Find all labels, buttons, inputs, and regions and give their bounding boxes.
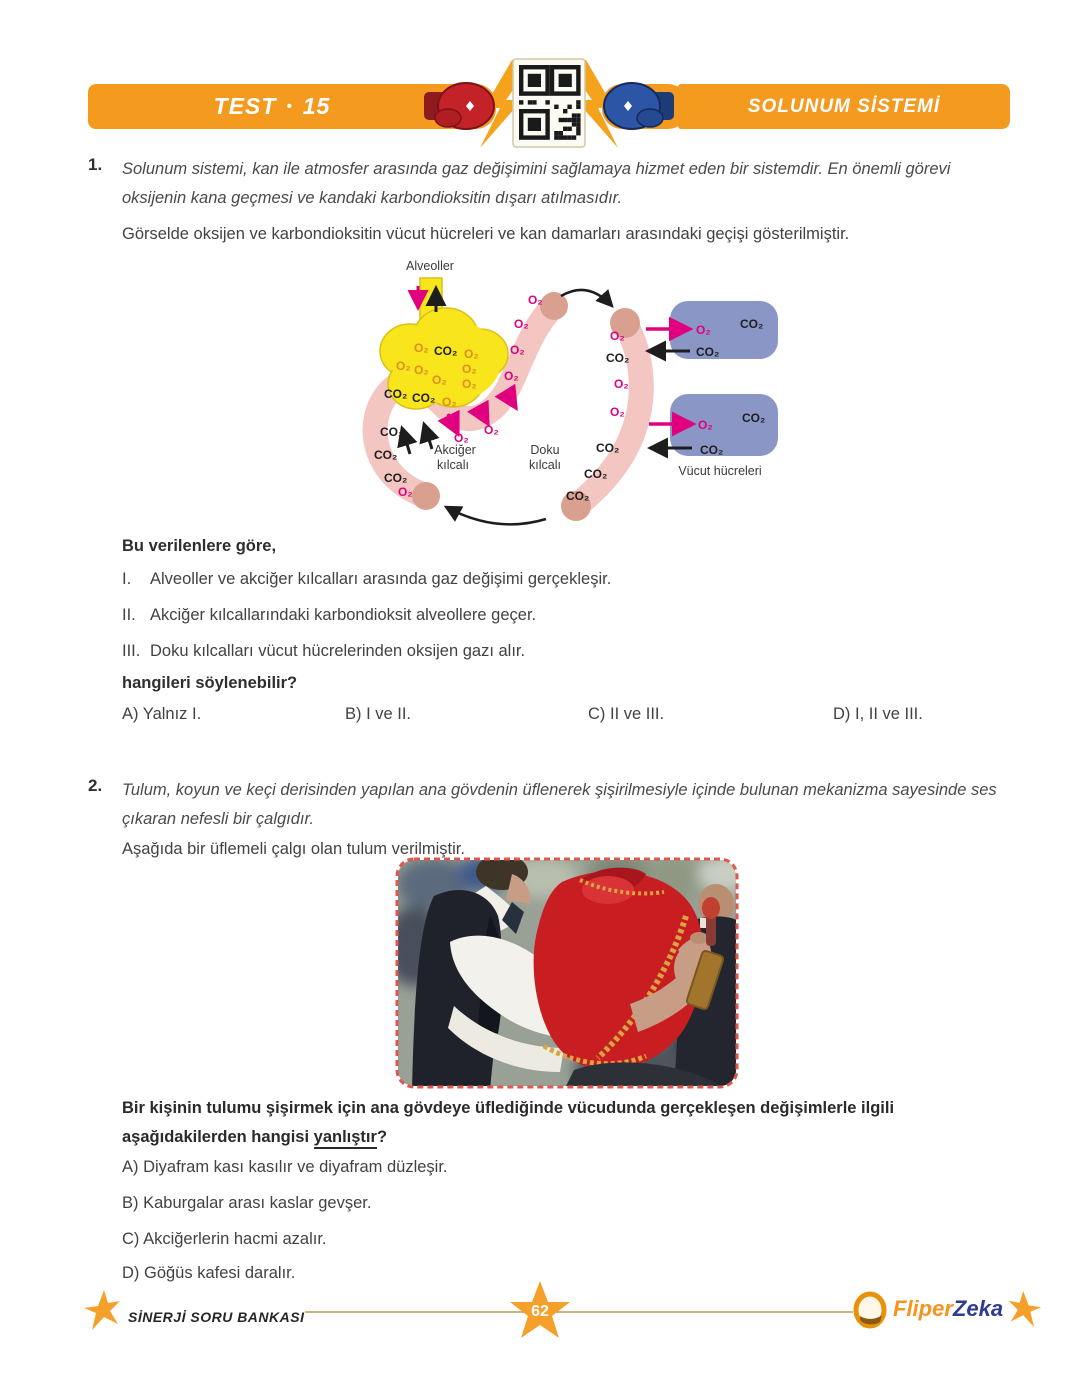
o2-label: O₂ — [414, 363, 429, 377]
o2-label: O₂ — [514, 317, 529, 331]
footer-left-brand — [82, 1288, 304, 1332]
item-numeral: III. — [122, 642, 141, 660]
co2-label: CO₂ — [412, 391, 436, 405]
lung-capillary-label: kılcalı — [437, 458, 469, 472]
q2-option-b: B) Kaburgalar arası kaslar gevşer. — [122, 1194, 372, 1212]
o2-label: O₂ — [614, 377, 629, 391]
o2-label: O₂ — [510, 343, 525, 357]
item-text: Alveoller ve akciğer kılcalları arasında gaz değişimi gerçekleşir. — [150, 570, 612, 588]
page-header — [88, 58, 1010, 150]
co2-label: CO₂ — [742, 411, 766, 425]
q2-option-c: C) Akciğerlerin hacmi azalır. — [122, 1230, 327, 1248]
q2-stem-qmark: ? — [376, 1128, 388, 1146]
question-2-number: 2. — [88, 776, 103, 795]
co2-label: CO₂ — [740, 317, 764, 331]
tissue-capillary-label: kılcalı — [529, 458, 561, 472]
question-1-caption: Görselde oksijen ve karbondioksitin vücut hücreleri ve kan damarları arasındaki geçişi gösterilmiştir. — [122, 225, 850, 243]
subject-title: SOLUNUM SİSTEMİ — [747, 95, 941, 117]
q2-stem-text: Bir kişinin tulumu şişirmek için ana gövdeye üflediğinde vücudunda gerçekleşen değişimlerle ilgili aşağıdakilerden hangisi — [122, 1099, 895, 1146]
header-emblem — [408, 58, 690, 150]
o2-label: O₂ — [398, 485, 413, 499]
star-icon — [1007, 1288, 1043, 1330]
fliperzeka-icon — [852, 1289, 888, 1329]
o2-label: O₂ — [454, 431, 469, 445]
o2-label: O₂ — [696, 323, 711, 337]
question-1-intro: Solunum sistemi, kan ile atmosfer arasında gaz değişimini sağlamaya hizmet eden bir sistemdir. En önemli görevi oksijenin kana geçmesi ve kandaki karbondioksitin dışarı atılmasıdır. — [122, 160, 951, 207]
co2-label: CO₂ — [384, 471, 408, 485]
co2-label: CO₂ — [434, 344, 458, 358]
footer-divider — [305, 1311, 853, 1313]
footer-logo — [852, 1288, 1043, 1330]
tulum-photo — [394, 856, 740, 1090]
banner-separator: • — [286, 98, 293, 115]
question-2-caption: Aşağıda bir üflemeli çalgı olan tulum verilmiştir. — [122, 840, 465, 858]
capillary-end — [412, 482, 440, 510]
q1-item-3 — [122, 642, 1018, 661]
logo-fliper: Fliper — [893, 1296, 953, 1321]
q2-stem-underlined: yanlıştır — [314, 1128, 377, 1149]
q1-lead-in: Bu verilenlere göre, — [122, 537, 277, 555]
q2-option-d: D) Göğüs kafesi daralır. — [122, 1264, 296, 1282]
q1-option-c: C) II ve III. — [588, 705, 665, 723]
q1-item-2 — [122, 606, 1018, 625]
o2-label: O₂ — [462, 377, 477, 391]
blood-flow-arrow — [446, 507, 546, 524]
o2-label: O₂ — [610, 405, 625, 419]
co2-label: CO₂ — [596, 441, 620, 455]
logo-zeka: Zeka — [952, 1296, 1004, 1321]
q1-option-d: D) I, II ve III. — [833, 705, 923, 723]
q2-stem — [122, 1094, 1016, 1152]
co2-to-alveoli-arrow — [424, 424, 432, 449]
q1-option-b: B) I ve II. — [345, 705, 412, 723]
co2-label: CO₂ — [700, 443, 724, 457]
subject-banner — [678, 84, 1010, 129]
test-number: 15 — [302, 93, 331, 119]
o2-label: O₂ — [484, 423, 499, 437]
question-1-number: 1. — [88, 155, 103, 174]
o2-label: O₂ — [528, 293, 543, 307]
o2-label: O₂ — [462, 362, 477, 376]
item-numeral: II. — [122, 606, 136, 624]
capillary-end — [540, 292, 568, 320]
q2-option-a: A) Diyafram kası kasılır ve diyafram düzleşir. — [122, 1158, 448, 1176]
page-number: 62 — [531, 1303, 549, 1320]
q1-option-a: A) Yalnız I. — [122, 705, 202, 723]
footer-brand-text: SİNERJİ SORU BANKASI — [128, 1309, 305, 1325]
item-numeral: I. — [122, 570, 132, 588]
test-label: TEST — [213, 93, 277, 119]
lung-capillary-label: Akciğer — [434, 443, 476, 457]
co2-label: CO₂ — [696, 345, 720, 359]
o2-label: O₂ — [414, 341, 429, 355]
o2-label: O₂ — [432, 373, 447, 387]
o2-label: O₂ — [396, 359, 411, 373]
co2-label: CO₂ — [384, 387, 408, 401]
tissue-capillary-label: Doku — [530, 443, 560, 457]
page-number-star — [508, 1280, 572, 1344]
body-cells-label: Vücut hücreleri — [678, 464, 762, 478]
o2-label: O₂ — [504, 369, 519, 383]
item-text: Akciğer kılcallarındaki karbondioksit alveollere geçer. — [150, 606, 537, 624]
question-2-intro: Tulum, koyun ve keçi derisinden yapılan ana gövdenin üflenerek şişirilmesiyle içinde bulunan mekanizma sayesinde ses çıkaran nefesli bir çalgıdır. — [122, 781, 997, 828]
o2-label: O₂ — [464, 347, 479, 361]
co2-label: CO₂ — [380, 425, 404, 439]
test-banner — [88, 84, 456, 129]
q1-item-1 — [122, 570, 1018, 589]
co2-label: CO₂ — [374, 448, 398, 462]
gas-exchange-diagram — [348, 256, 800, 538]
co2-label: CO₂ — [584, 467, 608, 481]
alveoli-label: Alveoller — [406, 259, 454, 273]
co2-label: CO₂ — [566, 489, 590, 503]
co2-label: CO₂ — [606, 351, 630, 365]
item-text: Doku kılcalları vücut hücrelerinden oksijen gazı alır. — [150, 642, 526, 660]
o2-label: O₂ — [698, 418, 713, 432]
blood-flow-arrow — [561, 290, 612, 306]
o2-label: O₂ — [610, 329, 625, 343]
star-icon — [82, 1288, 122, 1332]
q1-question: hangileri söylenebilir? — [122, 674, 298, 692]
o2-label: O₂ — [442, 395, 457, 409]
